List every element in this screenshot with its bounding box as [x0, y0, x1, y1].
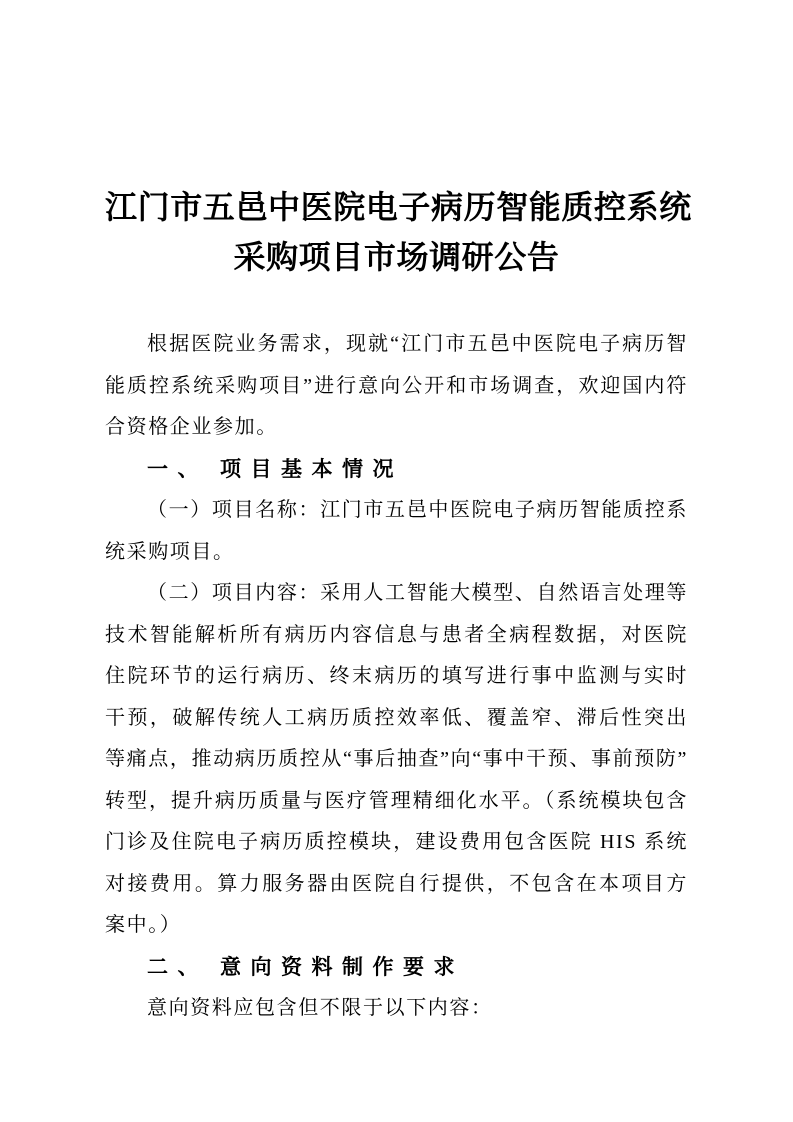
- section-1-number: 一、: [147, 457, 208, 481]
- document-title: [105, 182, 692, 282]
- section-1-item-project-name: （一）项目名称：江门市五邑中医院电子病历智能质控系统采购项目。: [105, 499, 688, 563]
- section-1-title: 项目基本情况: [220, 457, 403, 481]
- section-1-heading: [105, 449, 688, 491]
- section-2-intro: 意向资料应包含但不限于以下内容：: [147, 997, 493, 1019]
- section-1-item-project-content: （二）项目内容：采用人工智能大模型、自然语言处理等技术智能解析所有病历内容信息与患者全病程数据，对医院住院环节的运行病历、终末病历的填写进行事中监测与实时干预，破解传统人工病历质控效率低、覆盖窄、滞后性突出等痛点，推动病历质控从“事后抽查”向“事中干预、事前预防”转型，提升病历质量与医疗管理精细化水平。（系统模块包含门诊及住院电子病历质控模块，建设费用包含医院 HIS 系统对接费用。算力服务器由医院自行提供，不包含在本项目方案中。）: [105, 582, 688, 936]
- section-2-number: 二、: [147, 955, 208, 979]
- section-2-heading: [105, 947, 688, 989]
- title-line-1: 江门市五邑中医院电子病历智能质控系统: [105, 189, 692, 225]
- section-2-title: 意向资料制作要求: [220, 955, 464, 979]
- intro-paragraph: 根据医院业务需求，现就“江门市五邑中医院电子病历智能质控系统采购项目”进行意向公开和市场调查，欢迎国内符合资格企业参加。: [105, 333, 688, 438]
- document-body: [105, 324, 688, 1030]
- title-line-2: 采购项目市场调研公告: [233, 239, 560, 275]
